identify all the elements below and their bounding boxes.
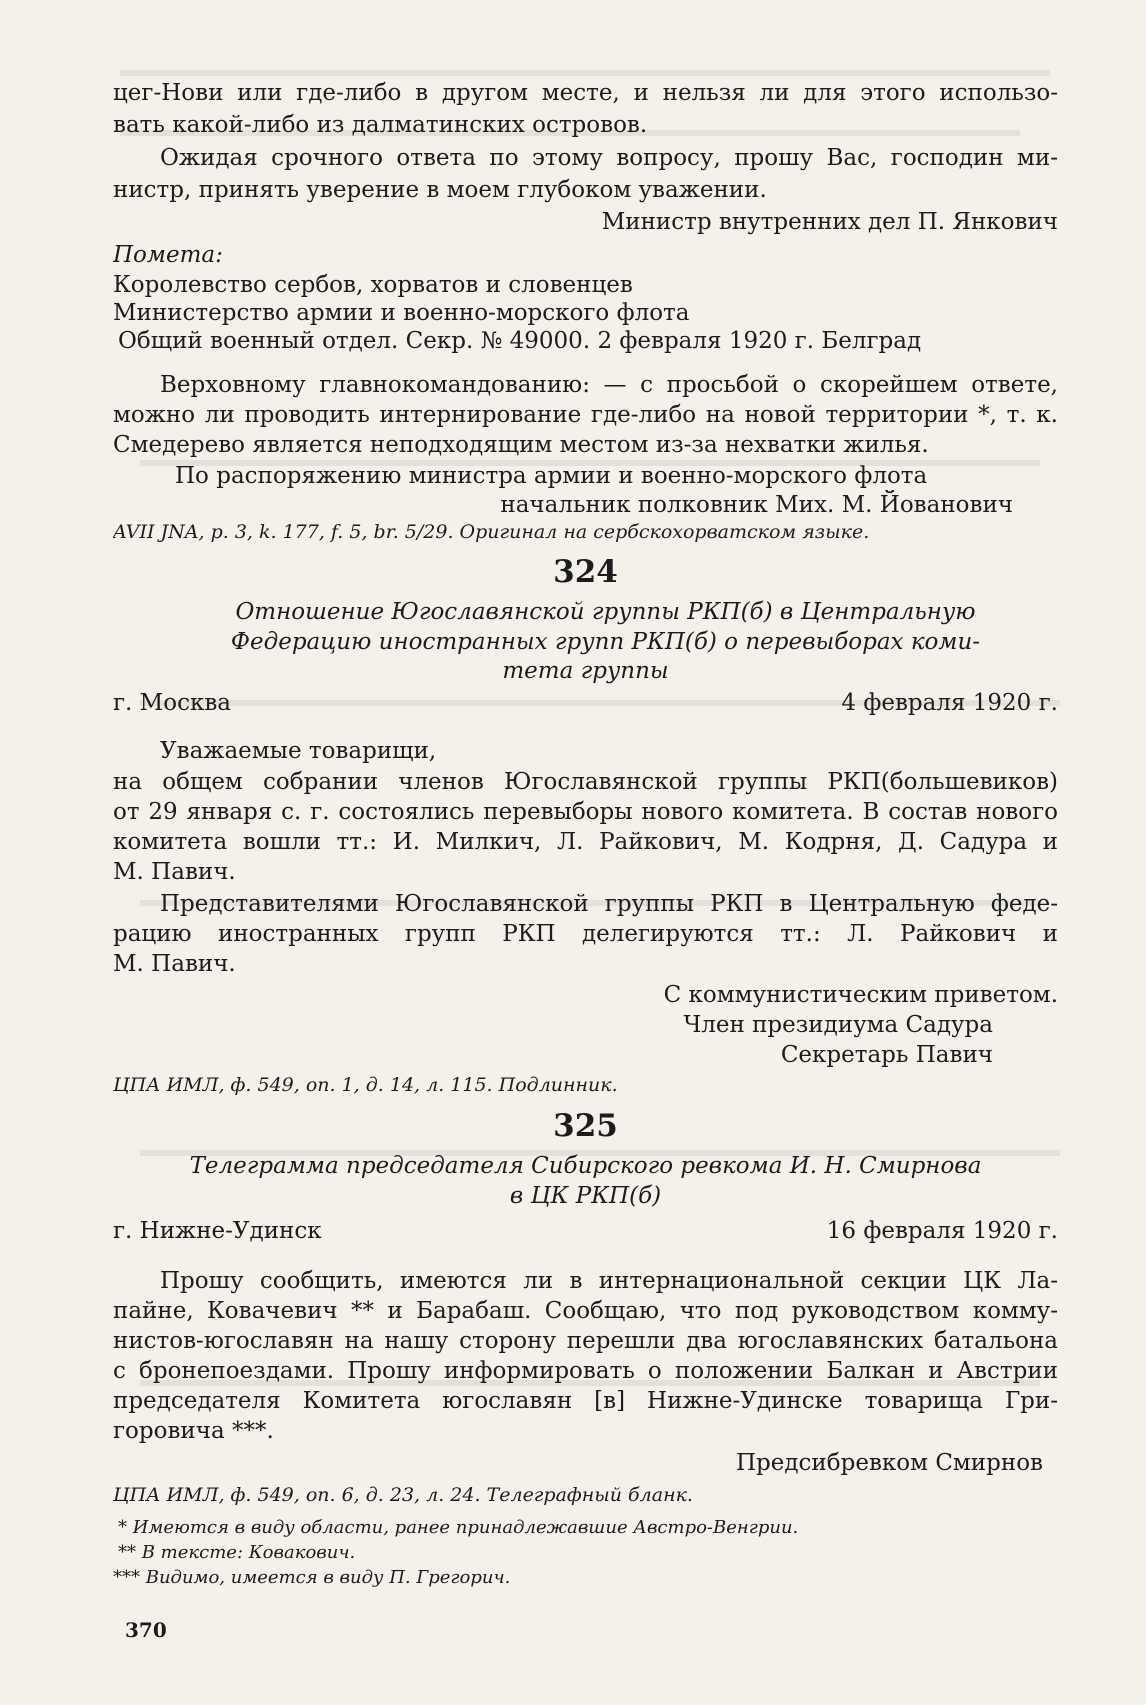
text-line: Прошу сообщить, имеются ли в интернациональной секции ЦК Ла- bbox=[160, 1268, 1058, 1294]
document-place: г. Москва bbox=[113, 690, 231, 716]
document-place: г. Нижне-Удинск bbox=[113, 1218, 322, 1244]
note-line: Министерство армии и военно-морского флота bbox=[113, 300, 690, 326]
text-line: горовича ***. bbox=[113, 1418, 274, 1444]
document-number: 324 bbox=[553, 554, 618, 590]
signature: Секретарь Павич bbox=[780, 1042, 993, 1068]
page-number: 370 bbox=[125, 1618, 167, 1642]
document-title-line: Федерацию иностранных групп РКП(б) о перевыборах коми- bbox=[230, 629, 981, 655]
document-number: 325 bbox=[553, 1108, 618, 1144]
text-line: нистов-югославян на нашу сторону перешли два югославянских батальона bbox=[113, 1328, 1058, 1354]
note-line: Общий военный отдел. Секр. № 49000. 2 февраля 1920 г. Белград bbox=[118, 328, 922, 354]
salutation: Уважаемые товарищи, bbox=[160, 738, 437, 764]
document-date: 16 февраля 1920 г. bbox=[826, 1218, 1058, 1244]
footnote: *** Видимо, имеется в виду П. Грегорич. bbox=[113, 1567, 511, 1588]
source-citation: AVII JNA, p. 3, k. 177, f. 5, br. 5/29. Оригинал на сербскохорватском языке. bbox=[113, 521, 870, 543]
footnote: * Имеются в виду области, ранее принадлежавшие Австро-Венгрии. bbox=[118, 1517, 799, 1538]
document-date: 4 февраля 1920 г. bbox=[841, 690, 1058, 716]
text-line: М. Павич. bbox=[113, 859, 236, 885]
text-line: пайне, Ковачевич ** и Барабаш. Сообщаю, что под руководством комму- bbox=[113, 1298, 1058, 1324]
text-line: на общем собрании членов Югославянской группы РКП(большевиков) bbox=[113, 769, 1058, 795]
text-line: от 29 января с. г. состоялись перевыборы нового комитета. В состав нового bbox=[113, 799, 1058, 825]
text-line: Ожидая срочного ответа по этому вопросу, прошу Вас, господин ми- bbox=[160, 145, 1058, 171]
signature: Министр внутренних дел П. Янкович bbox=[601, 209, 1058, 235]
text-line: Представителями Югославянской группы РКП в Центральную феде- bbox=[160, 891, 1058, 917]
document-title-line: тета группы bbox=[502, 658, 669, 684]
document-title-line: в ЦК РКП(б) bbox=[509, 1183, 662, 1209]
text-line: цег-Нови или где-либо в другом месте, и нельзя ли для этого использо- bbox=[113, 80, 1058, 106]
text-line: можно ли проводить интернирование где-либо на новой территории *, т. к. bbox=[113, 402, 1058, 428]
signature: Член президиума Садура bbox=[683, 1012, 993, 1038]
text-line: начальник полковник Мих. М. Йованович bbox=[500, 492, 1013, 518]
text-line: М. Павич. bbox=[113, 951, 236, 977]
note-line: Королевство сербов, хорватов и словенцев bbox=[113, 272, 633, 298]
document-title-line: Телеграмма председателя Сибирского ревкома И. Н. Смирнова bbox=[189, 1153, 982, 1179]
closing: С коммунистическим приветом. bbox=[663, 982, 1058, 1008]
footnote: ** В тексте: Ковакович. bbox=[118, 1542, 356, 1563]
text-line: По распоряжению министра армии и военно-морского флота bbox=[175, 463, 928, 489]
note-label: Помета: bbox=[113, 242, 223, 268]
text-line: Смедерево является неподходящим местом из-за нехватки жилья. bbox=[113, 432, 929, 458]
document-title-line: Отношение Югославянской группы РКП(б) в Центральную bbox=[235, 599, 976, 625]
source-citation: ЦПА ИМЛ, ф. 549, оп. 6, д. 23, л. 24. Телеграфный бланк. bbox=[113, 1484, 693, 1506]
text-line: рацию иностранных групп РКП делегируются тт.: Л. Райкович и bbox=[113, 921, 1058, 947]
signature: Предсибревком Смирнов bbox=[736, 1450, 1043, 1476]
text-line: нистр, принять уверение в моем глубоком уважении. bbox=[113, 177, 767, 203]
text-line: Верховному главнокомандованию: — с просьбой о скорейшем ответе, bbox=[160, 372, 1058, 398]
source-citation: ЦПА ИМЛ, ф. 549, оп. 1, д. 14, л. 115. Подлинник. bbox=[113, 1074, 618, 1096]
text-line: комитета вошли тт.: И. Милкич, Л. Райкович, М. Кодрня, Д. Садура и bbox=[113, 829, 1058, 855]
text-line: председателя Комитета югославян [в] Нижне-Удинске товарища Гри- bbox=[113, 1388, 1058, 1414]
text-line: вать какой-либо из далматинских островов. bbox=[113, 112, 648, 138]
text-line: с бронепоездами. Прошу информировать о положении Балкан и Австрии bbox=[113, 1358, 1058, 1384]
